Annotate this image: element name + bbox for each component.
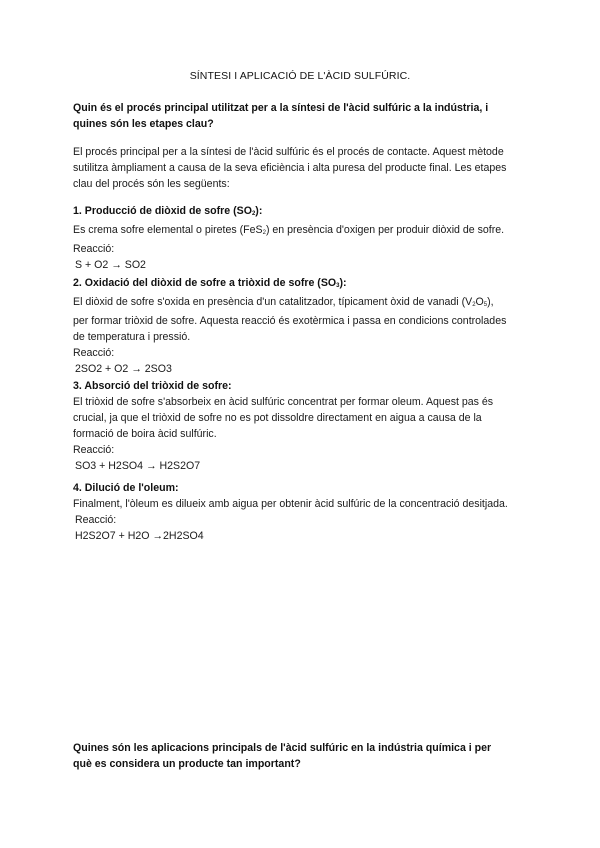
intro-line-1: El procés principal per a la síntesi de l'àcid sulfúric és el procés de contacte. Aquest mètode (73, 146, 504, 158)
question-2-line-1: Quines són les aplicacions principals de l'àcid sulfúric en la indústria química i per (73, 742, 492, 754)
step-1-equation: S + O2 → SO2 (75, 259, 146, 271)
step-2-reaction-label: Reacció: (73, 347, 115, 359)
step-4-reaction-label: Reacció: (75, 514, 117, 526)
step-3-body-line-3: formació de boira àcid sulfúric. (73, 428, 217, 440)
step-3-body-line-1: El triòxid de sofre s'absorbeix en àcid sulfúric concentrat per formar oleum. Aquest pas és (73, 396, 494, 408)
step-4-equation: H2S2O7 + H2O →2H2SO4 (75, 530, 204, 542)
intro-line-3: clau del procés són les següents: (73, 178, 230, 190)
step-3-equation: SO3 + H2SO4 → H2S2O7 (75, 460, 201, 472)
step-1-heading (73, 203, 543, 222)
question-2-line-2: què es considera un producte tan important? (73, 758, 301, 770)
step-2-body-line-1 (73, 294, 543, 313)
step-1-body-text: Es crema sofre elemental o piretes (FeS (73, 224, 263, 236)
step-1-body-subscript: 2 (262, 230, 266, 236)
step-2-body-text: El diòxid de sofre s'oxida en presència d'un catalitzador, típicament òxid de vanadi (V (73, 296, 473, 308)
question-1-line-2: quines són les etapes clau? (73, 118, 214, 130)
step-1-heading-suffix: ): (255, 205, 263, 217)
step-4-heading: 4. Dilució de l'oleum: (73, 482, 179, 494)
step-4-body-line-1: Finalment, l'òleum es dilueix amb aigua per obtenir àcid sulfúric de la concentració desitjada. (73, 498, 508, 510)
step-1-body-suffix: ) en presència d'oxigen per produir diòxid de sofre. (265, 224, 505, 236)
document-title: SÍNTESI I APLICACIÓ DE L'ÀCID SULFÚRIC. (189, 70, 411, 82)
step-1-heading-subscript: 2 (251, 211, 256, 217)
question-1-line-1: Quin és el procés principal utilitzat per a la síntesi de l'àcid sulfúric a la indústria, i (73, 102, 489, 114)
intro-paragraph (73, 144, 543, 192)
step-1-reaction-label: Reacció: (73, 243, 115, 255)
step-3-heading: 3. Absorció del triòxid de sofre: (73, 380, 232, 392)
step-2-body-suffix: ), (487, 296, 494, 308)
step-3-reaction-label: Reacció: (73, 444, 115, 456)
step-2-heading-suffix: ): (339, 277, 347, 289)
question-2 (73, 740, 543, 772)
intro-line-2: sutilitza àmpliament a causa de la seva eficiència i alta puresa del producte final. Les etapes (73, 162, 507, 174)
step-1-section (73, 203, 543, 273)
question-1 (73, 100, 543, 132)
step-2-heading (73, 275, 543, 294)
step-2-body-line-2: per formar triòxid de sofre. Aquesta reacció és exotèrmica i passa en condicions controlades (73, 315, 507, 327)
step-2-body-oxygen: O (475, 296, 484, 308)
step-2-body-subscript-2: 5 (483, 302, 488, 308)
step-2-body-line-3: de temperatura i pressió. (73, 331, 191, 343)
step-3-body-line-2: crucial, ja que el triòxid de sofre no es pot dissoldre directament en aigua a causa de la (73, 412, 482, 424)
step-2-body-subscript-1: 2 (472, 302, 476, 308)
step-3-section (73, 378, 543, 474)
step-2-equation: 2SO2 + O2 → 2SO3 (75, 363, 172, 375)
step-2-heading-subscript: 3 (336, 283, 340, 289)
step-4-section (73, 480, 543, 544)
step-1-heading-text: 1. Producció de diòxid de sofre (SO (73, 205, 252, 217)
step-2-section (73, 275, 543, 377)
step-2-heading-text: 2. Oxidació del diòxid de sofre a triòxid de sofre (SO (73, 277, 337, 289)
step-1-body (73, 222, 543, 241)
